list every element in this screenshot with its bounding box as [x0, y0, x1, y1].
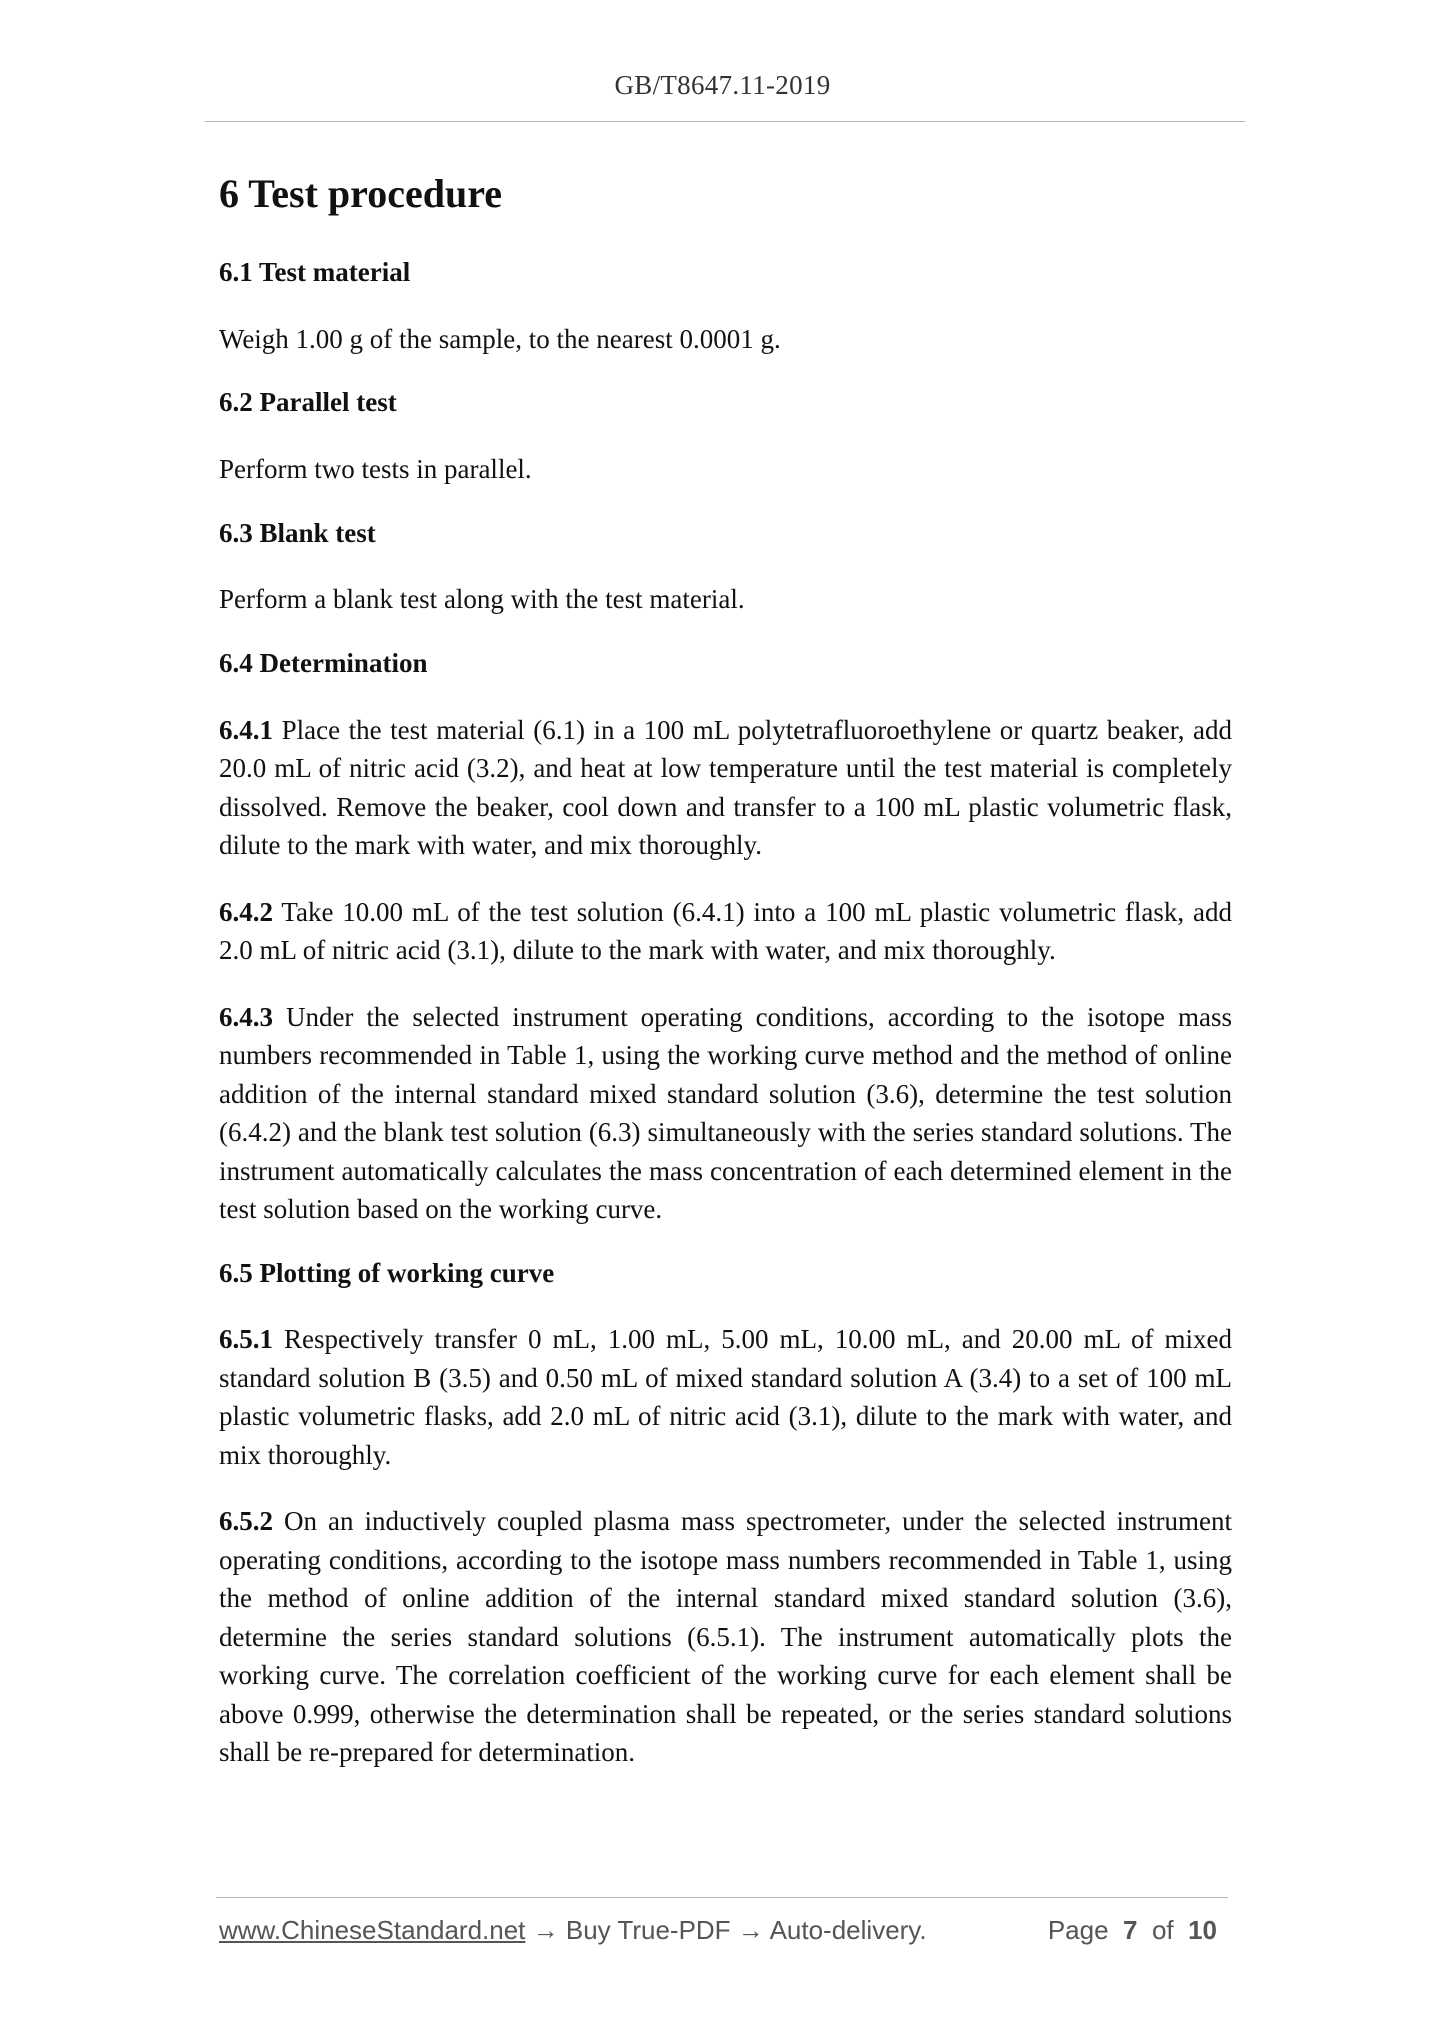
clause-number: 6.5.1	[219, 1324, 273, 1355]
clause-number: 6.4.1	[219, 714, 273, 745]
footer-promo	[219, 1915, 927, 1946]
paragraph-6-2: Perform two tests in parallel.	[219, 454, 532, 484]
subsection-title-6-4: 6.4 Determination	[219, 647, 428, 678]
header-divider	[205, 121, 1245, 122]
footer-divider	[216, 1897, 1228, 1898]
chinese-standard-link[interactable]: www.ChineseStandard.net	[219, 1915, 526, 1945]
page-of-label: of	[1151, 1915, 1174, 1945]
clause-text: Respectively transfer 0 mL, 1.00 mL, 5.00 mL, 10.00 mL, and 20.00 mL of mixed standard solution B (3.5) and 0.50 mL of mixed standard solution A (3.4) to a set of 100 mL plastic volumetric flasks, add 2.0 mL of nitric acid (3.1), dilute to the mark with water, and mix thoroughly.	[219, 1324, 1232, 1470]
page-body	[219, 170, 1232, 1800]
paragraph-6-1: Weigh 1.00 g of the sample, to the nearest 0.0001 g.	[219, 323, 781, 354]
total-pages: 10	[1188, 1915, 1217, 1945]
subsection-title-6-1: 6.1 Test material	[219, 257, 411, 287]
subsection-title-6-3: 6.3 Blank test	[219, 517, 376, 548]
clause-6-4-1	[219, 711, 1232, 865]
page-label: Page	[1047, 1915, 1109, 1945]
clause-6-4-2	[219, 893, 1232, 970]
clause-text: On an inductively coupled plasma mass spectrometer, under the selected instrument operating conditions, according to the isotope mass numbers recommended in Table 1, using the method of online addition of the internal standard mixed standard solution (3.6), determine the series standard solutions (6.5.1). The instrument automatically plots the working curve. The correlation coefficient of the working curve for each element shall be above 0.999, otherwise the determination shall be repeated, or the series standard solutions shall be re-prepared for determination.	[219, 1506, 1232, 1768]
page-number	[1048, 1915, 1217, 1946]
clause-text: Under the selected instrument operating conditions, according to the isotope mass numbers recommended in Table 1, using the working curve method and the method of online addition of the internal standard mixed standard solution (3.6), determine the test solution (6.4.2) and the blank test solution (6.3) simultaneously with the series standard solutions. The instrument automatically calculates the mass concentration of each determined element in the test solution based on the working curve.	[219, 1001, 1232, 1224]
subsection-title-6-5: 6.5 Plotting of working curve	[219, 1257, 555, 1288]
document-code-header: GB/T8647.11-2019	[614, 70, 831, 100]
paragraph-6-3: Perform a blank test along with the test material.	[219, 584, 745, 615]
current-page: 7	[1123, 1915, 1138, 1945]
clause-number: 6.4.3	[219, 1001, 273, 1032]
clause-number: 6.4.2	[219, 896, 273, 927]
footer-promo-text: → Buy True-PDF → Auto-delivery.	[525, 1915, 927, 1945]
clause-number: 6.5.2	[219, 1506, 273, 1537]
section-title: 6 Test procedure	[219, 171, 502, 216]
clause-text: Place the test material (6.1) in a 100 mL polytetrafluoroethylene or quartz beaker, add 20.0 mL of nitric acid (3.2), and heat at low temperature until the test material is completely dissolved. Remove the beaker, cool down and transfer to a 100 mL plastic volumetric flask, dilute to the mark with water, and mix thoroughly.	[219, 714, 1233, 860]
clause-6-5-1	[219, 1320, 1232, 1474]
page-footer	[219, 1915, 1229, 1955]
clause-text: Take 10.00 mL of the test solution (6.4.1) into a 100 mL plastic volumetric flask, add 2.0 mL of nitric acid (3.1), dilute to the mark with water, and mix thoroughly.	[219, 896, 1232, 965]
clause-6-4-3	[219, 998, 1232, 1229]
subsection-title-6-2: 6.2 Parallel test	[219, 387, 397, 418]
clause-6-5-2	[219, 1502, 1232, 1772]
